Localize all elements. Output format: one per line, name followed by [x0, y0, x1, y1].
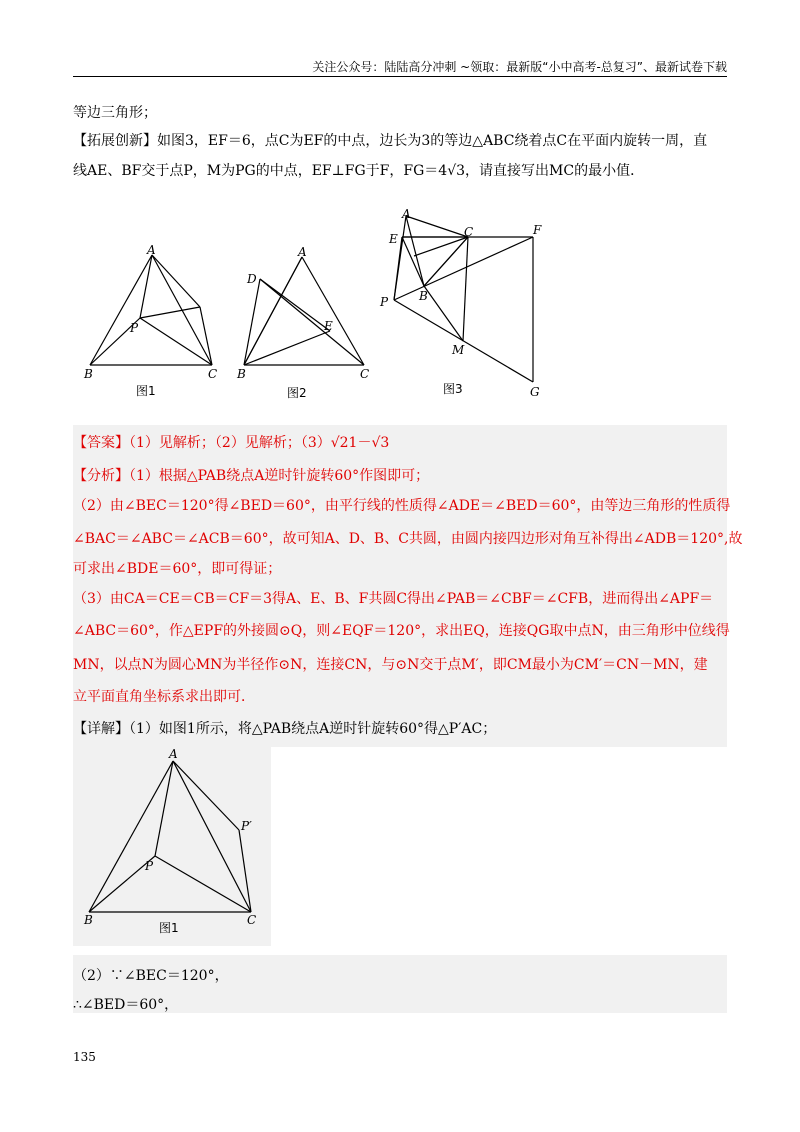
detail-line: （2）∵∠BEC＝120°，	[73, 968, 229, 984]
point-label: B	[84, 367, 93, 381]
figure-caption: 图2	[287, 386, 307, 400]
point-label: F	[533, 223, 542, 237]
point-label: A	[147, 245, 156, 257]
point-label: P	[130, 321, 139, 335]
figure-caption: 图1	[159, 921, 179, 935]
analysis-line: 立平面直角坐标系求出即可．	[73, 689, 255, 705]
point-label: C	[208, 367, 218, 381]
point-label: G	[530, 385, 540, 399]
point-label: A	[402, 207, 411, 221]
text-line: 等边三角形；	[73, 105, 157, 121]
detail-line: 【详解】（1）如图1所示，将△PAB绕点A逆时针旋转60°得△P′AC；	[73, 721, 497, 737]
figure-4	[73, 746, 271, 946]
analysis-line: 可求出∠BDE＝60°，即可得证；	[73, 561, 282, 577]
point-label: C	[360, 367, 370, 381]
point-label: P′	[241, 819, 252, 833]
point-label: C	[464, 225, 474, 239]
point-label: B	[419, 289, 428, 303]
answer-line: 【答案】（1）见解析；（2）见解析；（3）√21－√3	[73, 435, 390, 451]
text-line: 线AE、BF交于点P，M为PG的中点，EF⊥FG于F，FG＝4√3，请直接写出MC的最小值．	[73, 163, 645, 179]
analysis-line: ∠ABC＝60°，作△EPF的外接圆⊙Q，则∠EQF＝120°，求出EQ，连接QG取中点N，由三角形中位线得	[73, 623, 730, 639]
analysis-line: （3）由CA＝CE＝CB＝CF＝3得A、E、B、F共圆C得出∠PAB＝∠CBF＝∠CFB，进而得出∠APF＝	[73, 591, 714, 607]
figure-caption: 图3	[443, 382, 463, 396]
figure-caption: 图1	[136, 384, 156, 398]
point-label: B	[237, 367, 246, 381]
page-number: 135	[73, 1050, 96, 1064]
point-label: P	[380, 295, 389, 309]
figure-1	[82, 245, 227, 405]
point-label: E	[389, 232, 398, 246]
point-label: D	[247, 272, 257, 286]
header-rule	[73, 76, 727, 77]
analysis-line: MN，以点N为圆心MN为半径作⊙N，连接CN，与⊙N交于点M′，即CM最小为CM′＝CN－MN，建	[73, 657, 708, 673]
point-label: A	[298, 245, 307, 259]
figure-2	[232, 245, 382, 405]
analysis-line: （2）由∠BEC＝120°得∠BED＝60°，由平行线的性质得∠ADE＝∠BED＝60°，由等边三角形的性质得	[73, 498, 731, 514]
point-label: B	[84, 913, 93, 927]
text-line: 【拓展创新】如图3，EF＝6，点C为EF的中点，边长为3的等边△ABC绕着点C在平面内旋转一周，直	[73, 133, 708, 149]
point-label: C	[247, 913, 257, 927]
point-label: E	[324, 319, 333, 333]
analysis-line: ∠BAC＝∠ABC＝∠ACB＝60°，故可知A、D、B、C共圆，由圆内接四边形对角互补得出∠ADB＝120°,故	[73, 531, 743, 547]
detail-line: ∴∠BED＝60°，	[73, 997, 179, 1013]
point-label: P	[145, 859, 154, 873]
point-label: M	[452, 343, 465, 357]
point-label: A	[169, 747, 178, 761]
figure-3	[376, 206, 556, 402]
page-header: 关注公众号：陆陆高分冲刺 ~领取：最新版“小中高考-总复习”、最新试卷下载	[312, 60, 727, 74]
analysis-line: 【分析】（1）根据△PAB绕点A逆时针旋转60°作图即可；	[73, 468, 430, 484]
